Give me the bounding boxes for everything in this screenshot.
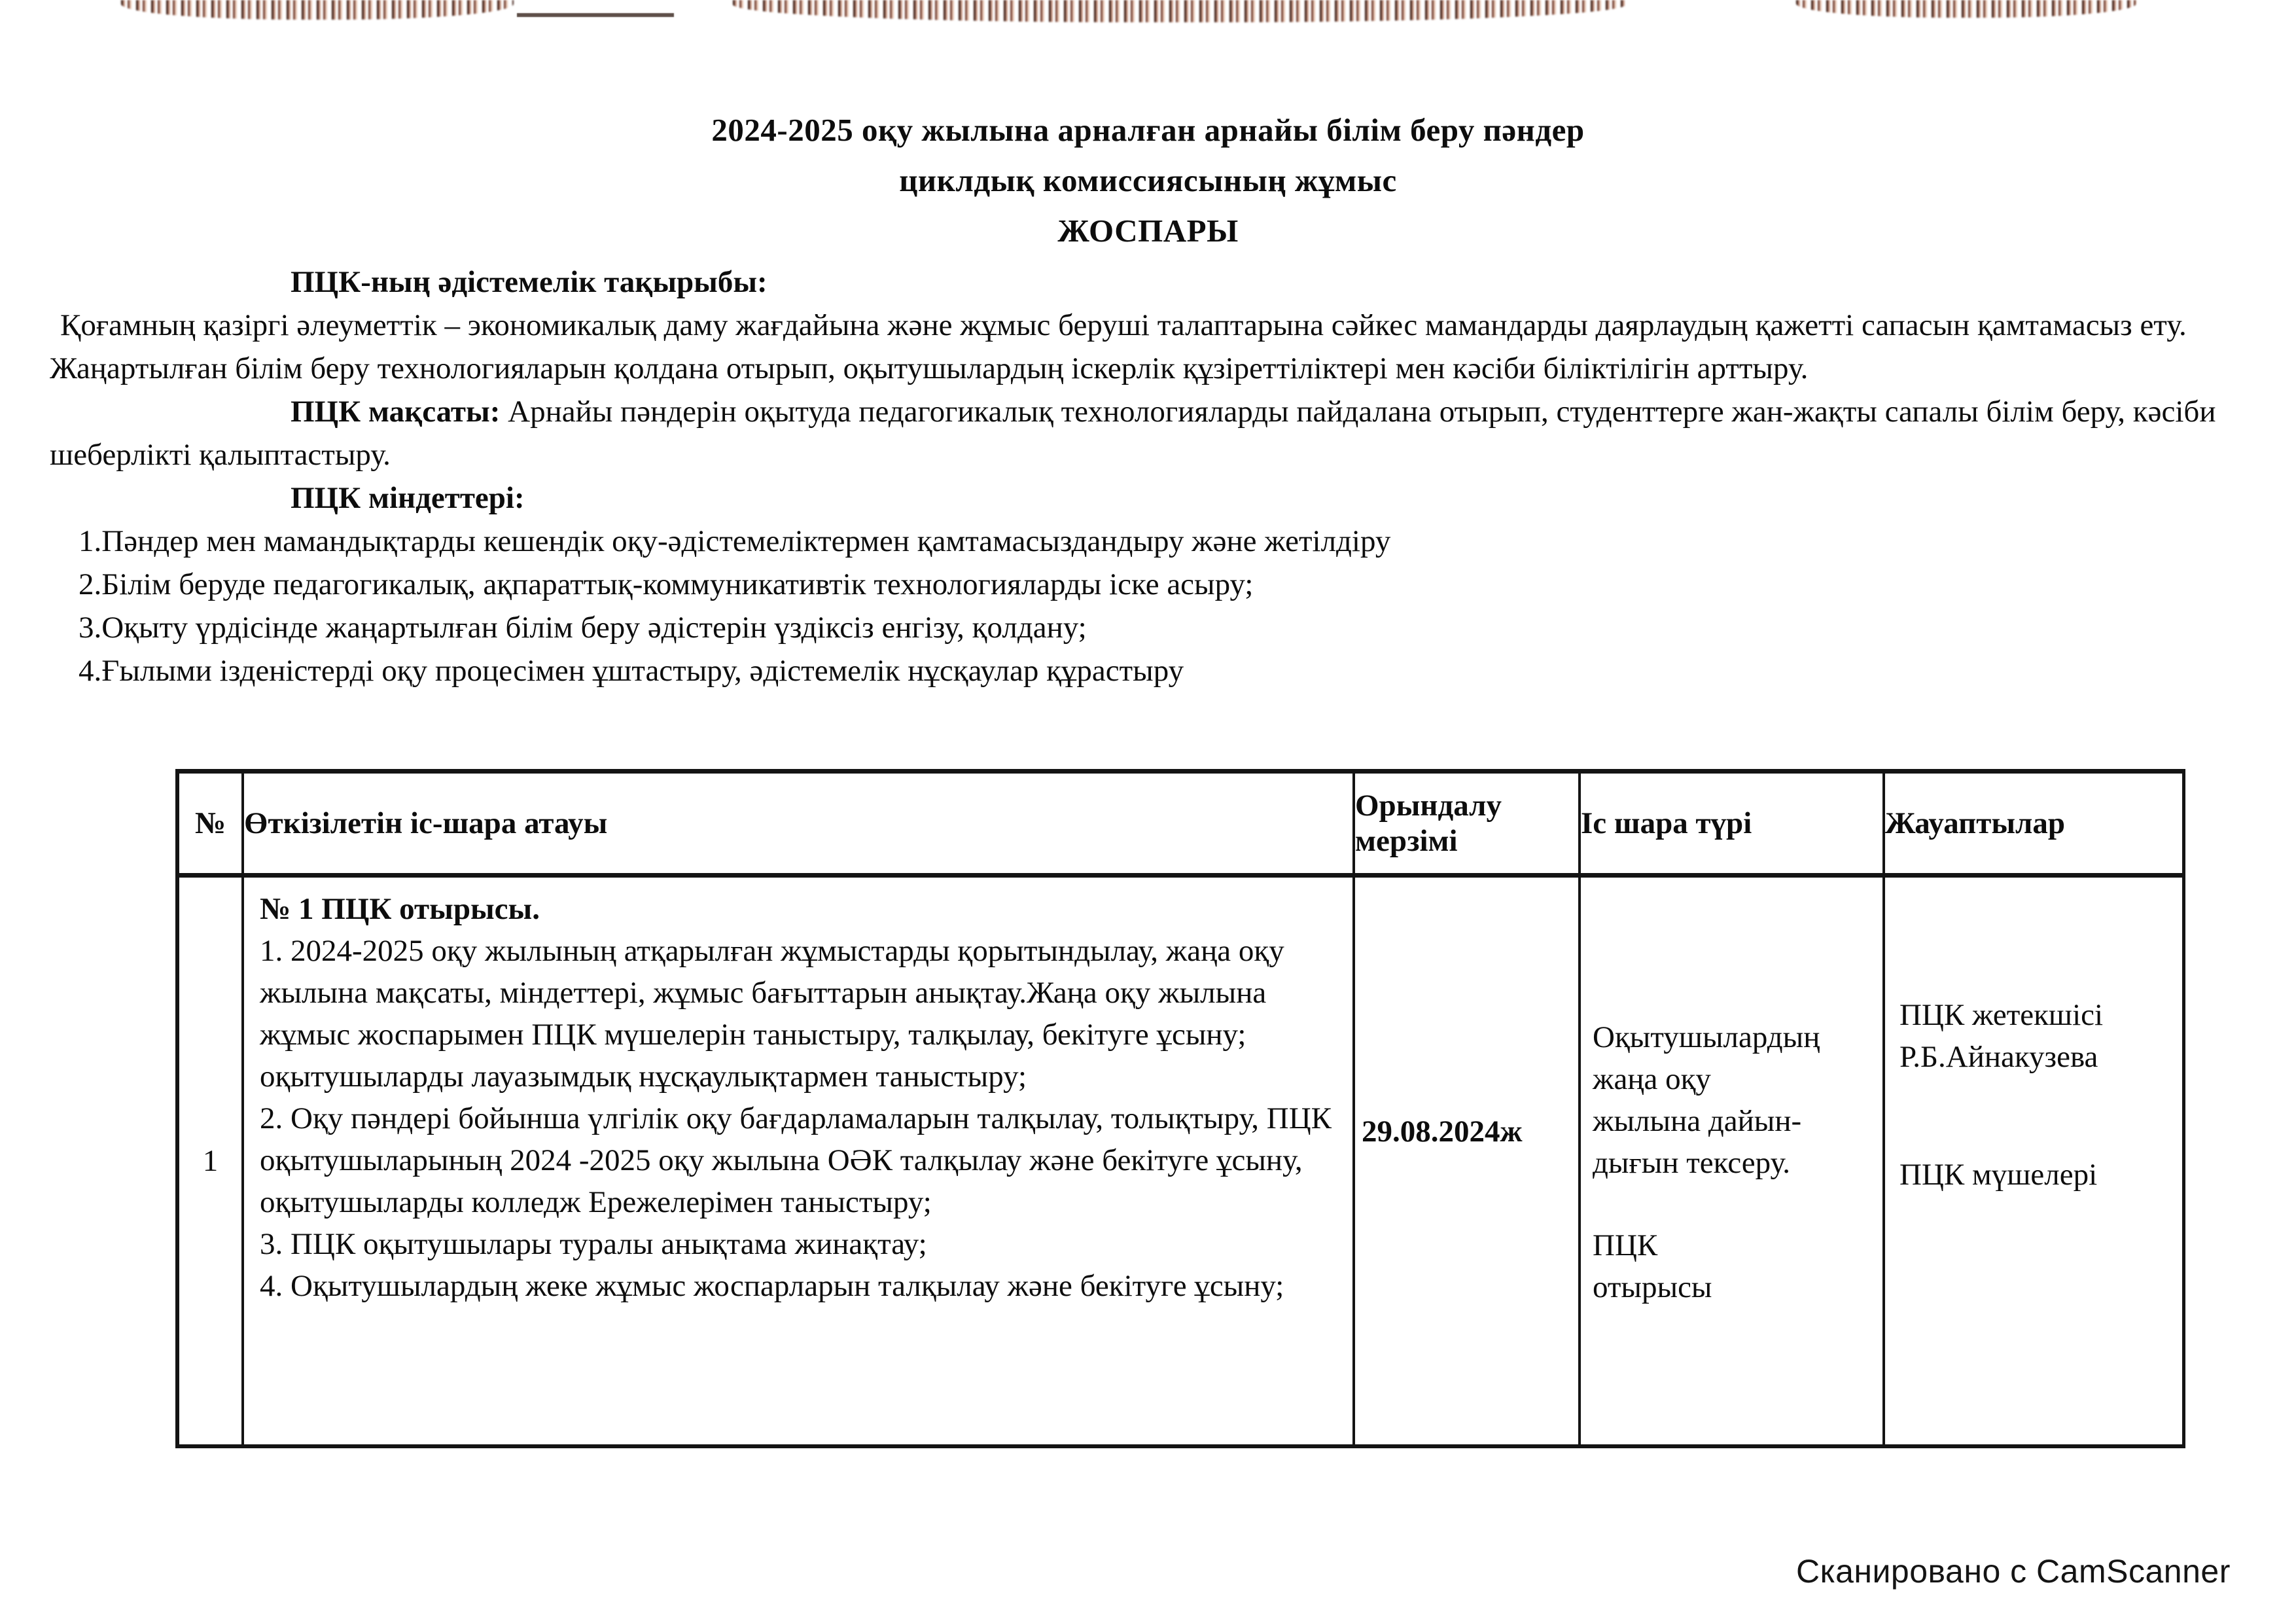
header-execution-date: Орындалу мерзімі [1354, 772, 1580, 876]
row-responsible-cell [1884, 876, 2183, 1446]
event-item: 1. 2024-2025 оқу жылының атқарылған жұмыстарды қорытындылау, жаңа оқу жылына мақсаты, міндеттері, жұмыс бағыттарын анықтау.Жаңа оқу жылына жұмыс жоспарымен ПЦК мүшелерін таныстыру, талқылау, бекітуге ұсыну; оқытушыларды лауазымдық нұсқаулықтармен таныстыру; [260, 934, 1284, 1094]
type-line: Оқытушылардың [1593, 1020, 1820, 1054]
header-event-type: Іс шара түрі [1580, 772, 1884, 876]
task-item: 1.Пәндер мен мамандықтарды кешендік оқу-әдістемеліктермен қамтамасыздандыру және жетілдіру [79, 524, 1391, 558]
row-type-cell [1580, 876, 1884, 1446]
task-item: 2.Білім беруде педагогикалық, ақпараттық-коммуникативтік технологияларды іске асыру; [79, 567, 1254, 601]
type-line: отырысы [1593, 1270, 1712, 1304]
title-line-1: 2024-2025 оқу жылына арналған арнайы білім беру пәндер [711, 112, 1585, 148]
row-event-cell [243, 876, 1354, 1446]
title-line-2: циклдық комиссиясының жұмыс [899, 162, 1397, 198]
event-title: № 1 ПЦК отырысы. [260, 892, 540, 926]
type-line: жаңа оқу [1593, 1062, 1711, 1096]
goal-heading: ПЦК мақсаты: [291, 395, 501, 429]
table-row [177, 876, 2183, 1446]
row-number-cell: 1 [177, 876, 243, 1446]
event-item: 2. Оқу пәндері бойынша үлгілік оқу бағдарламаларын талқылау, толықтыру, ПЦК оқытушыларының 2024 -2025 оқу жылына ОӘК талқылау және бекітуге ұсыну, оқытушыларды колледж Ережелерімен таныстыру; [260, 1101, 1332, 1219]
responsible-line: ПЦК жетекшісі [1899, 998, 2104, 1032]
method-heading: ПЦК-ның әдістемелік тақырыбы: [291, 265, 768, 299]
header-number: № [177, 772, 243, 876]
event-item: 3. ПЦК оқытушылары туралы анықтама жинақтау; [260, 1227, 927, 1261]
goal-paragraph [50, 390, 2250, 476]
intro-text-block [50, 260, 2250, 692]
tasks-heading: ПЦК міндеттері: [291, 481, 525, 515]
event-item: 4. Оқытушылардың жеке жұмыс жоспарларын талқылау және бекітуге ұсыну; [260, 1269, 1284, 1303]
task-item: 4.Ғылыми ізденістерді оқу процесімен ұштастыру, әдістемелік нұсқаулар құрастыру [79, 654, 1184, 688]
scan-tear-artifact-line [517, 13, 674, 17]
header-event-name: Өткізілетін іс-шара атауы [243, 772, 1354, 876]
type-line: ПЦК [1593, 1228, 1658, 1262]
camscanner-watermark: Сканировано с CamScanner [1796, 1553, 2231, 1590]
responsible-line: ПЦК мүшелері [1899, 1158, 2098, 1192]
type-line: дығын тексеру. [1593, 1146, 1791, 1180]
title-line-3: ЖОСПАРЫ [1057, 213, 1239, 249]
goal-text: Арнайы пәндерін оқытуда педагогикалық технологияларды пайдалана отырып, студенттерге жан-жақты сапалы білім беру, кәсіби шеберлікті қалыптастыру. [50, 395, 2216, 472]
row-date-cell: 29.08.2024ж [1354, 876, 1580, 1446]
scan-tear-artifact-left [121, 0, 514, 20]
tasks-list [50, 520, 2250, 692]
scan-tear-artifact-right [1796, 0, 2136, 18]
responsible-line: Р.Б.Айнакузева [1899, 1040, 2098, 1074]
method-paragraph: Қоғамның қазіргі әлеуметтік – экономикалық даму жағдайына және жұмыс беруші талаптарына сәйкес мамандарды даярлаудың қажетті сапасын қамтамасыз ету. Жаңартылған білім беру технологияларын қолдана отырып, оқытушылардың іскерлік құзіреттіліктері мен кәсіби біліктілігін арттыру. [50, 308, 2187, 385]
work-plan-table [175, 769, 2185, 1448]
header-responsible: Жауаптылар [1884, 772, 2183, 876]
task-item: 3.Оқыту үрдісінде жаңартылған білім беру әдістерін үздіксіз енгізу, қолдану; [79, 611, 1087, 645]
table-header-row [177, 772, 2183, 876]
document-title [0, 105, 2296, 256]
type-line: жылына дайын- [1593, 1104, 1802, 1138]
scan-tear-artifact-middle [733, 0, 1626, 22]
